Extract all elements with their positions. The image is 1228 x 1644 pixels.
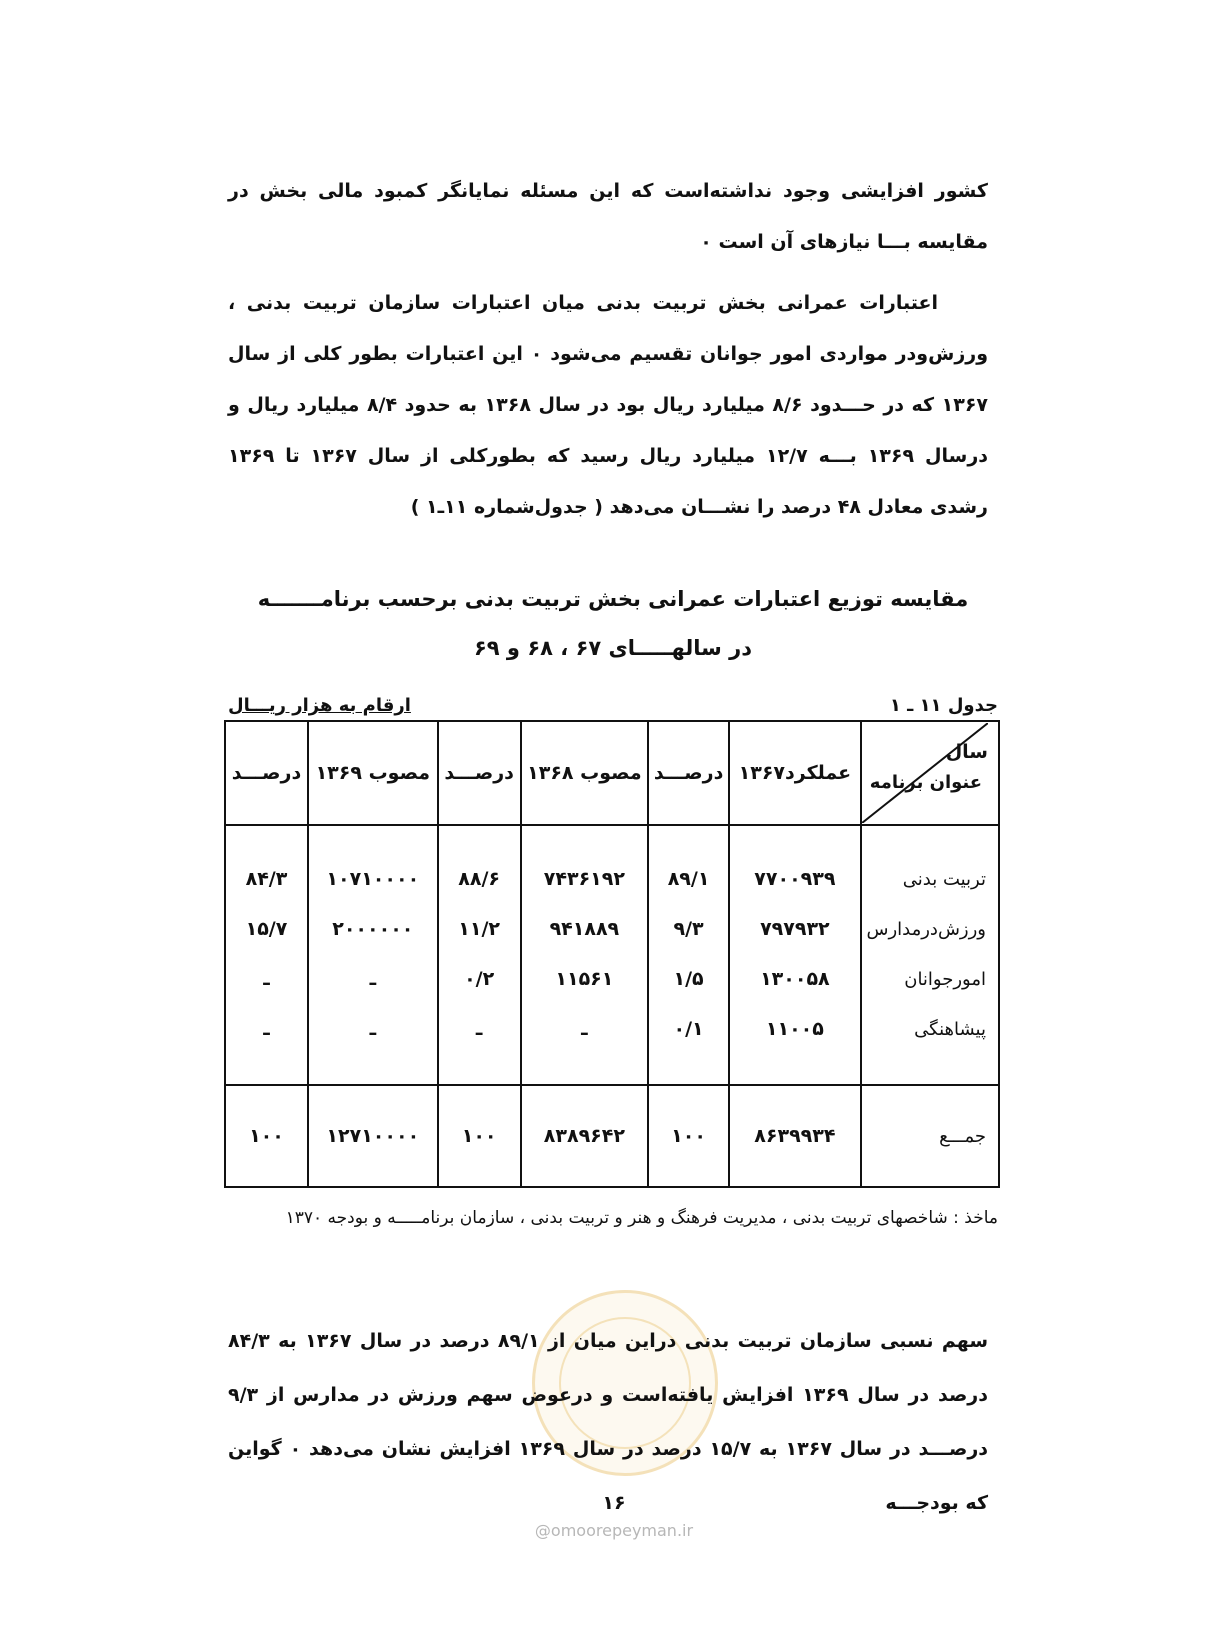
total-percent-1368: ۱۰۰ <box>438 1085 521 1187</box>
paragraph-budget <box>228 278 988 533</box>
cell-percent-1369: ـ <box>225 954 308 1004</box>
cell-percent-1368: ۰/۲ <box>438 954 521 1004</box>
row-label: تربیت بدنی <box>861 825 999 904</box>
table-title-line-2: در سالهـــــای ۶۷ ، ۶۸ و ۶۹ <box>473 636 752 660</box>
cell-actual-1367: ۷۹۷۹۳۲ <box>729 904 861 954</box>
cell-approved-1368: ۹۴۱۸۸۹ <box>521 904 649 954</box>
cell-approved-1368: ـ <box>521 1004 649 1085</box>
header-percent-1369: درصـــد <box>225 721 308 825</box>
row-label: امورجوانان <box>861 954 999 1004</box>
cell-percent-1367: ۸۹/۱ <box>648 825 729 904</box>
total-percent-1367: ۱۰۰ <box>648 1085 729 1187</box>
header-approved-1368: مصوب ۱۳۶۸ <box>521 721 649 825</box>
header-approved-1369: مصوب ۱۳۶۹ <box>308 721 438 825</box>
cell-approved-1369: ـ <box>308 1004 438 1085</box>
header-percent-1367: درصـــد <box>648 721 729 825</box>
table-row <box>225 825 999 904</box>
cell-approved-1369: ۲۰۰۰۰۰۰ <box>308 904 438 954</box>
cell-percent-1368: ـ <box>438 1004 521 1085</box>
page-number: ۱۶ <box>602 1492 626 1514</box>
row-label: ورزش‌درمدارس <box>861 904 999 954</box>
table-header-row <box>225 721 999 825</box>
cell-percent-1369: ۸۴/۳ <box>225 825 308 904</box>
corner-program-label: عنوان برنامه <box>869 772 983 793</box>
cell-actual-1367: ۱۱۰۰۵ <box>729 1004 861 1085</box>
total-actual-1367: ۸۶۳۹۹۳۴ <box>729 1085 861 1187</box>
total-approved-1369: ۱۲۷۱۰۰۰۰ <box>308 1085 438 1187</box>
cell-approved-1368: ۱۱۵۶۱ <box>521 954 649 1004</box>
cell-percent-1368: ۱۱/۲ <box>438 904 521 954</box>
header-actual-1367: عملکرد۱۳۶۷ <box>729 721 861 825</box>
cell-percent-1367: ۱/۵ <box>648 954 729 1004</box>
cell-percent-1369: ـ <box>225 1004 308 1085</box>
row-label: پیشاهنگی <box>861 1004 999 1085</box>
cell-actual-1367: ۷۷۰۰۹۳۹ <box>729 825 861 904</box>
table-source-note: ماخذ : شاخصهای تربیت بدنی ، مدیریت فرهنگ و هنر و تربیت بدنی ، سازمان برنامـــــه و بودجه ۱۳۷۰ <box>285 1208 998 1228</box>
table-title-line-1: مقایسه توزیع اعتبارات عمرانی بخش تربیت بدنی برحسب برنامـــــــه <box>257 587 969 611</box>
paragraph-budget-text: اعتبارات عمرانی بخش تربیت بدنی میان اعتبارات سازمان تربیت بدنی ، ورزش‌ودر مواردی امور جوانان تقسیم می‌شود ۰ این اعتبارات بطور کلی از سال ۱۳۶۷ که در حـــدود ۸/۶ میلیارد ریال بود در سال ۱۳۶۸ به حدود ۸/۴ میلیارد ریال و درسال ۱۳۶۹ بـــه ۱۲/۷ میلیارد ریال رسید که بطورکلی از سال ۱۳۶۷ تا ۱۳۶۹ رشدی معادل ۴۸ درصد را نشـــان می‌دهد ( جدول‌شماره ۱۱ـ۱ ) <box>228 292 989 518</box>
corner-header-cell <box>861 721 999 825</box>
cell-approved-1368: ۷۴۳۶۱۹۲ <box>521 825 649 904</box>
cell-percent-1369: ۱۵/۷ <box>225 904 308 954</box>
table-row <box>225 954 999 1004</box>
cell-approved-1369: ۱۰۷۱۰۰۰۰ <box>308 825 438 904</box>
budget-table <box>224 720 1000 1188</box>
paragraph-intro: کشور افزایشی وجود نداشته‌است که این مسئله نمایانگر کمبود مالی بخش در مقایسه بـــا نیازهای آن است ۰ <box>228 180 988 253</box>
site-watermark: @omoorepeyman.ir <box>534 1521 694 1540</box>
cell-percent-1367: ۰/۱ <box>648 1004 729 1085</box>
cell-percent-1367: ۹/۳ <box>648 904 729 954</box>
total-percent-1369: ۱۰۰ <box>225 1085 308 1187</box>
total-label: جمـــع <box>861 1085 999 1187</box>
paragraph-share: سهم نسبی سازمان تربیت بدنی دراین میان از ۸۹/۱ درصد در سال ۱۳۶۷ به ۸۴/۳ درصد در سال ۱۳۶۹ افزایش یافته‌است و درعوض سهم ورزش در مدارس از ۹/۳ درصـــد در سال ۱۳۶۷ به ۱۵/۷ درصد در سال ۱۳۶۹ افزایش نشان می‌دهد ۰ گواین که بودجـــه <box>228 1330 989 1514</box>
cell-actual-1367: ۱۳۰۰۵۸ <box>729 954 861 1004</box>
table-row <box>225 1004 999 1085</box>
cell-approved-1369: ـ <box>308 954 438 1004</box>
table-total-row <box>225 1085 999 1187</box>
total-approved-1368: ۸۳۸۹۶۴۲ <box>521 1085 649 1187</box>
corner-year-label: سال <box>945 741 988 763</box>
cell-percent-1368: ۸۸/۶ <box>438 825 521 904</box>
table-units-note: ارقام به هزار ریـــال <box>228 695 411 716</box>
table-number: جدول ۱۱ ـ ۱ <box>889 695 998 716</box>
table-row <box>225 904 999 954</box>
header-percent-1368: درصـــد <box>438 721 521 825</box>
